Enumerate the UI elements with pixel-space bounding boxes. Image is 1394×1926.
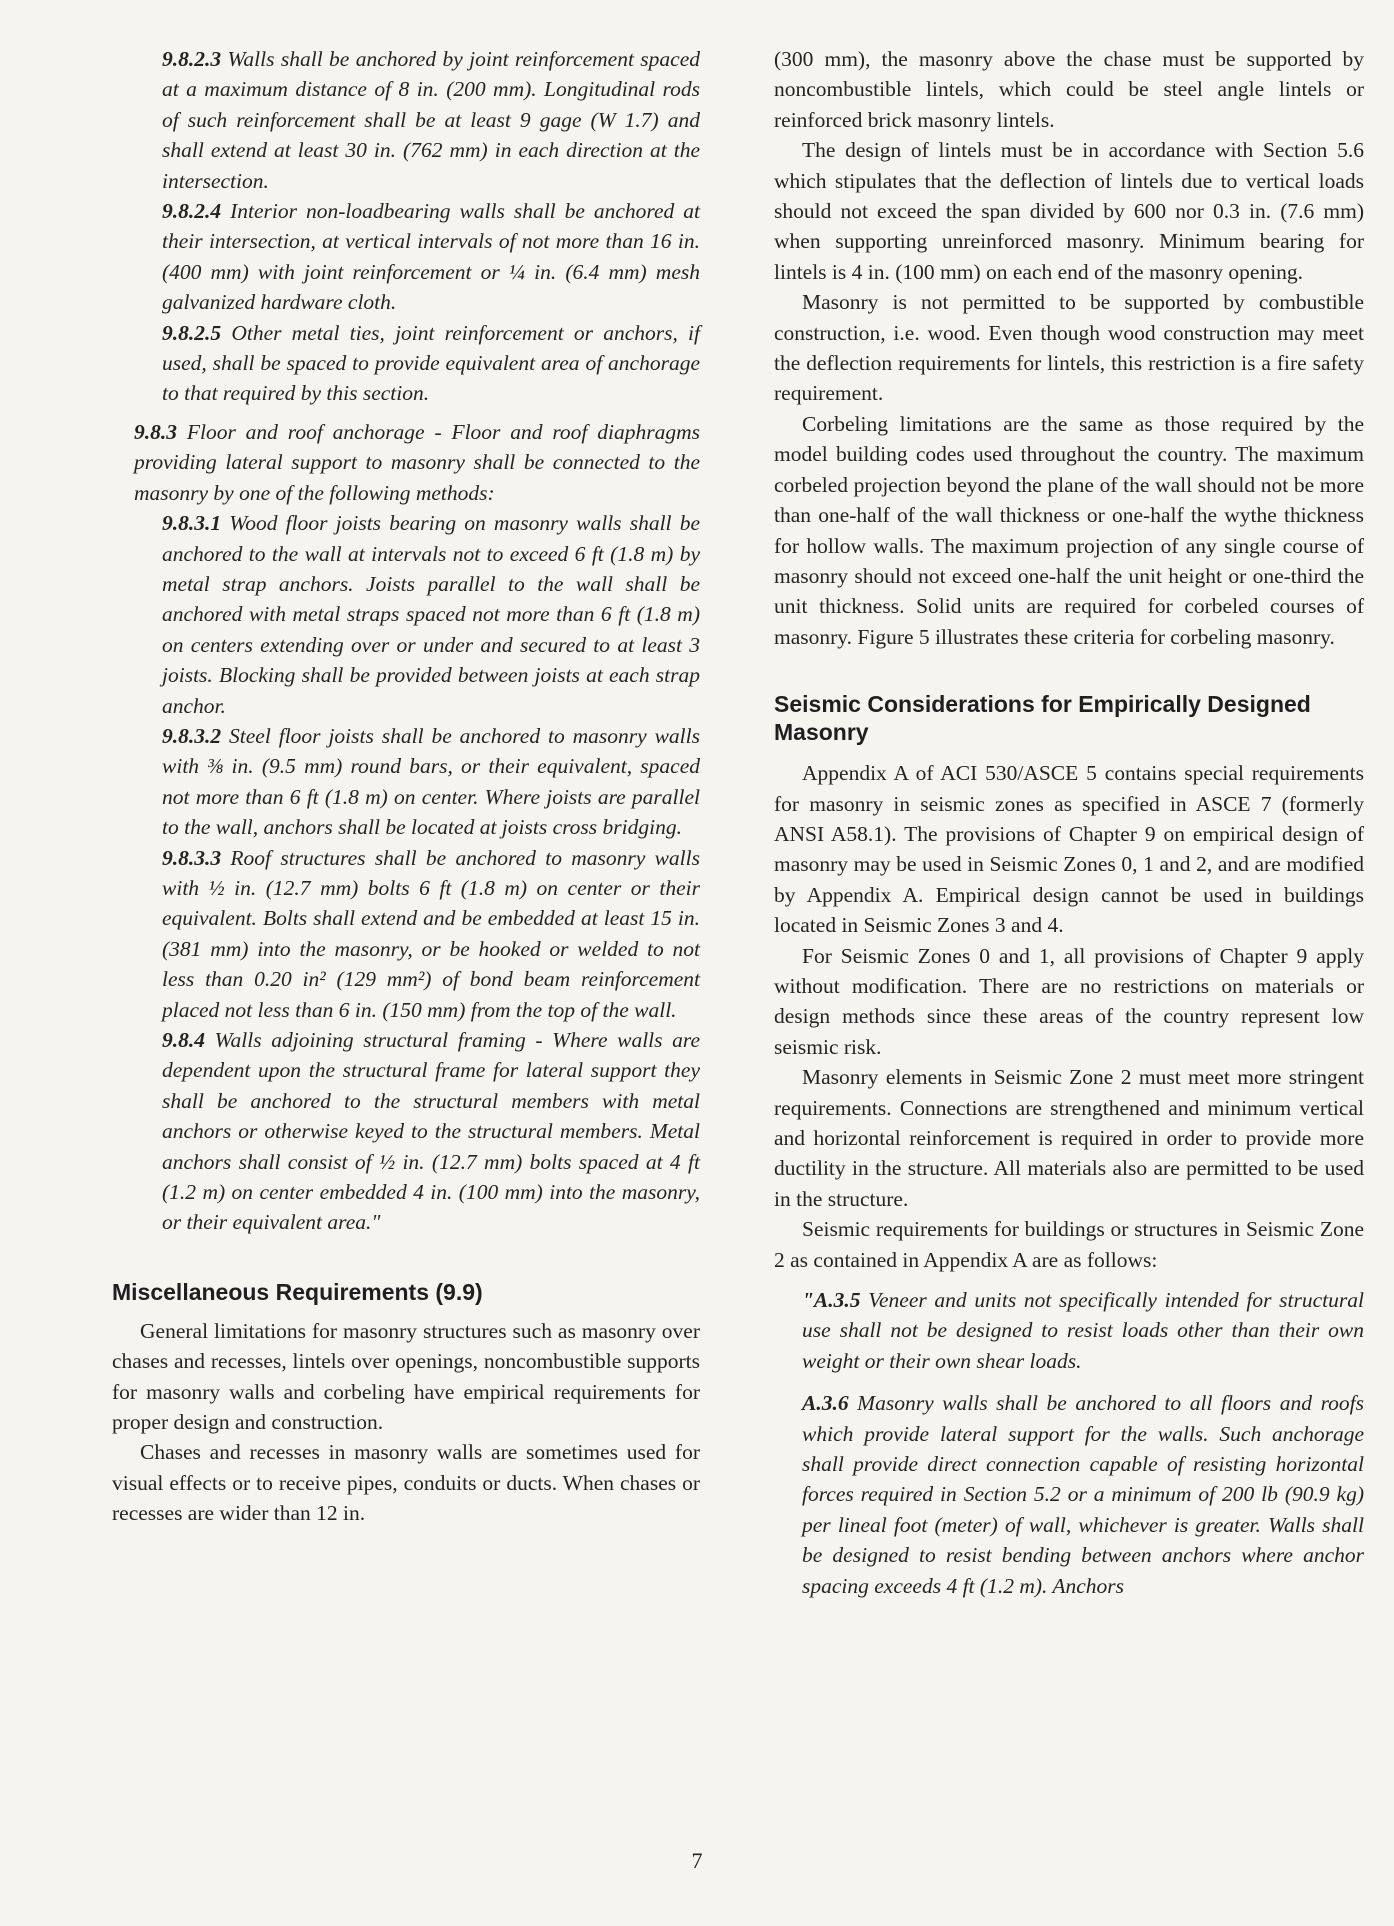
paragraph-seismic-zones-0-1: For Seismic Zones 0 and 1, all provisions of Chapter 9 apply without modification. There are no restrictions on materials or design methods since these areas of the country represent low seismic risk.: [774, 943, 1364, 1059]
section-number: 9.8.3.2: [162, 723, 222, 748]
section-9-8-4: 9.8.4 Walls adjoining structural framing - Where walls are dependent upon the structural frame for lateral support they shall be anchored to the structural members with metal anchors or otherwise keyed to the structural members. Metal anchors shall consist of ½ in. (12.7 mm) bolts spaced at 4 ft (1.2 m) on center embedded 4 in. (100 mm) into the masonry, or their equivalent area.": [162, 1028, 700, 1235]
section-9-8-2-5: 9.8.2.5 Other metal ties, joint reinforcement or anchors, if used, shall be spaced to provide equivalent area of anchorage to that required by this section.: [162, 320, 700, 406]
section-9-8-3-2: 9.8.3.2 Steel floor joists shall be anchored to masonry walls with ⅜ in. (9.5 mm) round bars, or their equivalent, spaced not more than 6 ft (1.8 m) on center. Where joists are parallel to the wall, anchors shall be located at joists cross bridging.: [162, 723, 700, 840]
heading-seismic-considerations: Seismic Considerations for Empirically Designed Masonry: [774, 691, 1311, 746]
quote-a-3-5: "A.3.5 Veneer and units not specifically intended for structural use shall not be designed to resist loads other than their own weight or their own shear loads.: [802, 1288, 1364, 1373]
heading-miscellaneous-requirements: Miscellaneous Requirements (9.9): [112, 1278, 483, 1305]
section-9-8-2-4: 9.8.2.4 Interior non-loadbearing walls shall be anchored at their intersection, at vertical intervals of not more than 16 in. (400 mm) with joint reinforcement or ¼ in. (6.4 mm) mesh galvanized hardware cloth.: [162, 199, 700, 315]
section-number: 9.8.3.3: [162, 845, 222, 870]
paragraph-corbeling: Corbeling limitations are the same as those required by the model building codes used throughout the country. The maximum corbeled projection beyond the plane of the wall should not be more than one-half of the wall thickness or one-half the wythe thickness for hollow walls. The maximum projection of any single course of masonry should not exceed one-half the unit height or one-third the unit thickness. Solid units are required for corbeled courses of masonry. Figure 5 illustrates these criteria for corbeling masonry.: [774, 411, 1364, 649]
paragraph-appendix-a: Appendix A of ACI 530/ASCE 5 contains special requirements for masonry in seismic zones as specified in ASCE 7 (formerly ANSI A58.1). The provisions of Chapter 9 on empirical design of masonry may be used in Seismic Zones 0, 1 and 2, and are modified by Appendix A. Empirical design cannot be used in buildings located in Seismic Zones 3 and 4.: [774, 761, 1364, 938]
section-number: A.3.6: [802, 1391, 849, 1416]
section-number: 9.8.2.3: [162, 47, 222, 71]
section-number: "A.3.5: [802, 1288, 861, 1313]
section-number: 9.8.2.5: [162, 320, 222, 345]
section-number: 9.8.3: [134, 419, 177, 444]
paragraph-seismic-requirements-intro: Seismic requirements for buildings or structures in Seismic Zone 2 as contained in Appendix A are as follows:: [774, 1217, 1364, 1272]
section-9-8-3-1: 9.8.3.1 Wood floor joists bearing on masonry walls shall be anchored to the wall at intervals not to exceed 6 ft (1.8 m) by metal strap anchors. Joists parallel to the wall shall be anchored with metal straps spaced not more than 6 ft (1.8 m) on centers extending over or under and secured to at least 3 joists. Blocking shall be provided between joists at each strap anchor.: [162, 511, 700, 718]
paragraph-combustible-construction: Masonry is not permitted to be supported by combustible construction, i.e. wood. Even though wood construction may meet the deflection requirements for lintels, this restriction is a fire safety requirement.: [774, 290, 1364, 406]
quote-a-3-6: A.3.6 Masonry walls shall be anchored to all floors and roofs which provide lateral support for the walls. Such anchorage shall provide direct connection capable of resisting horizontal forces required in Section 5.2 or a minimum of 200 lb (90.9 kg) per lineal foot (meter) of wall, whichever is greater. Walls shall be designed to resist bending between anchors where anchor spacing exceeds 4 ft (1.2 m). Anchors: [802, 1391, 1364, 1598]
section-9-8-3: 9.8.3 Floor and roof anchorage - Floor and roof diaphragms providing lateral support to masonry shall be connected to the masonry by one of the following methods:: [134, 419, 700, 505]
paragraph-seismic-zone-2: Masonry elements in Seismic Zone 2 must meet more stringent requirements. Connections are strengthened and minimum vertical and horizontal reinforcement is required in order to provide more ductility in the structure. All materials also are permitted to be used in the structure.: [774, 1065, 1364, 1211]
section-9-8-2-3: 9.8.2.3 Walls shall be anchored by joint reinforcement spaced at a maximum distance of 8 in. (200 mm). Longitudinal rods of such reinforcement shall be at least 9 gage (W 1.7) and shall extend at least 30 in. (762 mm) in each direction at the intersection.: [162, 47, 700, 193]
section-number: 9.8.3.1: [162, 511, 222, 536]
paragraph-chase-continued: (300 mm), the masonry above the chase must be supported by noncombustible lintels, which could be steel angle lintels or reinforced brick masonry lintels.: [774, 47, 1364, 132]
left-column: [112, 44, 700, 1529]
section-9-8-3-3: 9.8.3.3 Roof structures shall be anchored to masonry walls with ½ in. (12.7 mm) bolts 6 ft (1.8 m) on center or their equivalent. Bolts shall extend and be embedded at least 15 in. (381 mm) into the masonry, or be hooked or welded to not less than 0.20 in² (129 mm²) of bond beam reinforcement placed not less than 6 in. (150 mm) from the top of the wall.: [162, 845, 700, 1022]
section-number: 9.8.4: [162, 1028, 205, 1052]
paragraph-general-limitations: General limitations for masonry structures such as masonry over chases and recesses, lintels over openings, noncombustible supports for masonry walls and corbeling have empirical requirements for proper design and construction.: [112, 1318, 700, 1435]
paragraph-chases-recesses: Chases and recesses in masonry walls are sometimes used for visual effects or to receive pipes, conduits or ducts. When chases or recesses are wider than 12 in.: [112, 1440, 700, 1526]
page-number: 7: [691, 1848, 703, 1873]
right-column: [774, 44, 1364, 1601]
section-number: 9.8.2.4: [162, 199, 222, 224]
paragraph-lintel-design: The design of lintels must be in accordance with Section 5.6 which stipulates that the deflection of lintels due to vertical loads should not exceed the span divided by 600 nor 0.3 in. (7.6 mm) when supporting unreinforced masonry. Minimum bearing for lintels is 4 in. (100 mm) on each end of the masonry opening.: [774, 138, 1364, 284]
